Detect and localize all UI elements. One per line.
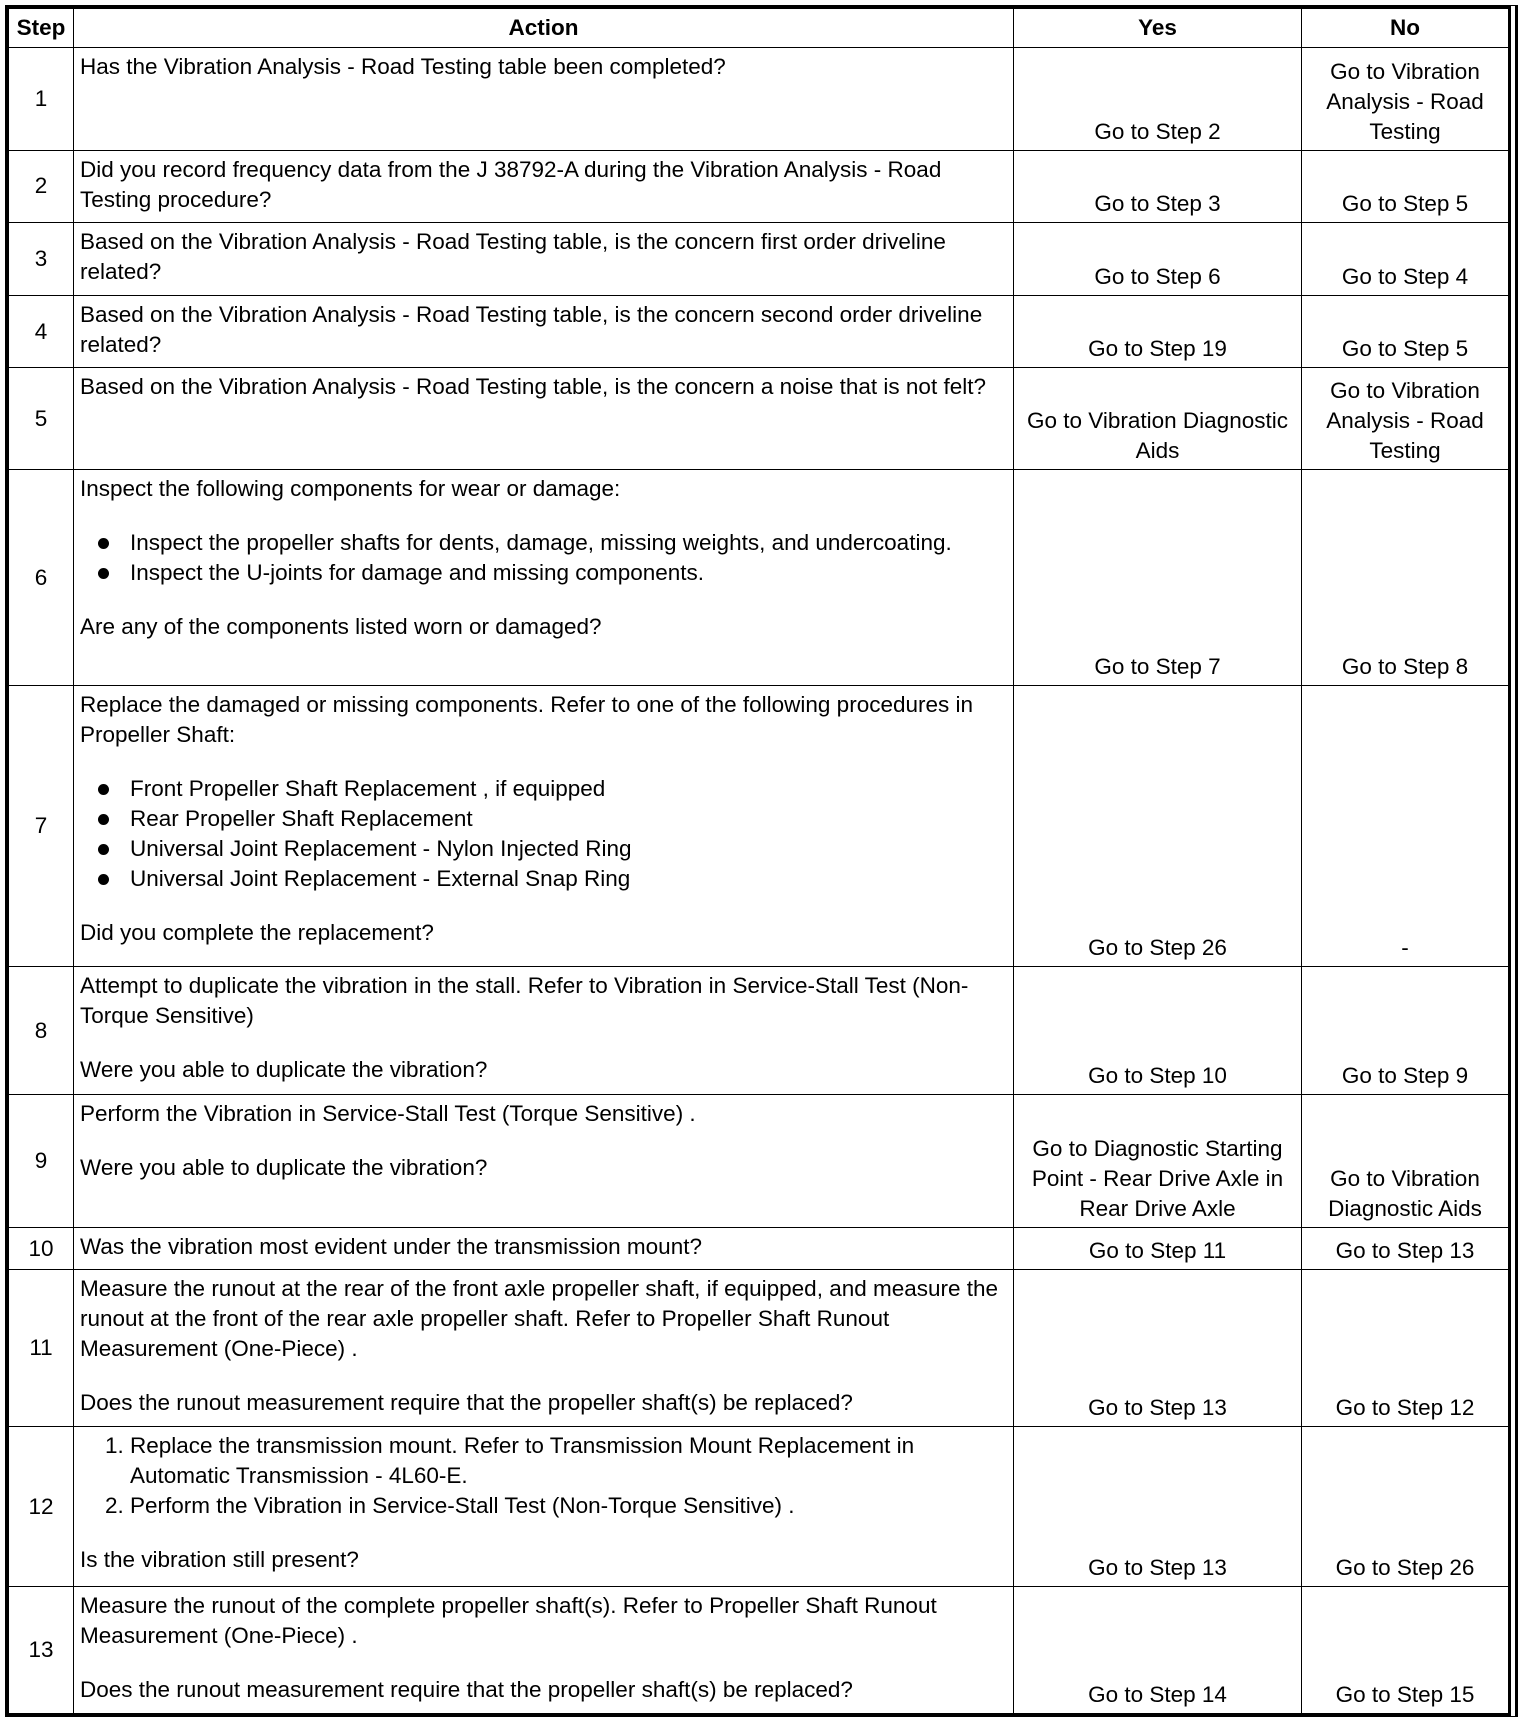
step-number: 5 (9, 368, 74, 470)
yes-result: Go to Step 3 (1014, 150, 1302, 223)
step-number: 11 (9, 1270, 74, 1427)
no-result: Go to Step 9 (1302, 967, 1509, 1095)
action-text: Based on the Vibration Analysis - Road Testing table, is the concern a noise that is not felt? (80, 374, 986, 399)
header-action: Action (74, 9, 1014, 48)
table-row (9, 48, 1509, 151)
no-result: Go to Step 15 (1302, 1587, 1509, 1714)
list-item: Universal Joint Replacement - Nylon Injected Ring (130, 834, 1007, 864)
step-number: 7 (9, 686, 74, 967)
step-number: 8 (9, 967, 74, 1095)
no-result: - (1302, 686, 1509, 967)
action-cell (74, 1587, 1014, 1714)
no-result: Go to Step 12 (1302, 1270, 1509, 1427)
action-text: Does the runout measurement require that the propeller shaft(s) be replaced? (80, 1390, 853, 1415)
yes-result: Go to Diagnostic Starting Point - Rear Drive Axle in Rear Drive Axle (1014, 1095, 1302, 1228)
table-body (9, 48, 1509, 1714)
step-number: 12 (9, 1427, 74, 1587)
table-row (9, 223, 1509, 296)
table-row (9, 470, 1509, 686)
no-result: Go to Step 8 (1302, 470, 1509, 686)
action-text: Replace the damaged or missing components. Refer to one of the following procedures in Propeller Shaft: (80, 692, 974, 747)
action-text: Based on the Vibration Analysis - Road Testing table, is the concern first order driveline related? (80, 229, 946, 284)
bullet-list (80, 774, 1007, 894)
list-item: Universal Joint Replacement - External Snap Ring (130, 864, 1007, 894)
yes-result: Go to Step 14 (1014, 1587, 1302, 1714)
action-cell (74, 1270, 1014, 1427)
action-cell (74, 470, 1014, 686)
action-text: Are any of the components listed worn or damaged? (80, 614, 602, 639)
yes-result: Go to Step 7 (1014, 470, 1302, 686)
no-result: Go to Step 13 (1302, 1228, 1509, 1270)
yes-result: Go to Step 13 (1014, 1270, 1302, 1427)
header-row (9, 9, 1509, 48)
step-number: 6 (9, 470, 74, 686)
list-item: 2. Perform the Vibration in Service-Stall Test (Non-Torque Sensitive) . (130, 1491, 1007, 1521)
action-text: Did you record frequency data from the J 38792-A during the Vibration Analysis - Road Testing procedure? (80, 156, 942, 212)
action-text: Were you able to duplicate the vibration? (80, 1155, 488, 1180)
header-step: Step (9, 9, 74, 48)
action-cell (74, 1228, 1014, 1270)
action-text: Was the vibration most evident under the transmission mount? (80, 1234, 702, 1259)
no-result: Go to Vibration Analysis - Road Testing (1302, 48, 1509, 151)
step-number: 3 (9, 223, 74, 296)
yes-result: Go to Step 6 (1014, 223, 1302, 296)
action-cell (74, 686, 1014, 967)
yes-result: Go to Step 11 (1014, 1228, 1302, 1270)
table-row (9, 296, 1509, 368)
table-row (9, 1228, 1509, 1270)
list-item: 1. Replace the transmission mount. Refer to Transmission Mount Replacement in Automatic Transmission - 4L60-E. (130, 1431, 1007, 1491)
list-item: Inspect the U-joints for damage and missing components. (130, 558, 1007, 588)
table-row (9, 1095, 1509, 1228)
table-row (9, 967, 1509, 1095)
action-text: Inspect the following components for wear or damage: (80, 476, 621, 501)
yes-result: Go to Step 13 (1014, 1427, 1302, 1587)
step-number: 13 (9, 1587, 74, 1714)
action-text: Does the runout measurement require that the propeller shaft(s) be replaced? (80, 1677, 853, 1702)
action-cell (74, 1427, 1014, 1587)
action-text: Has the Vibration Analysis - Road Testing table been completed? (80, 54, 726, 79)
action-cell (74, 48, 1014, 151)
action-text: Based on the Vibration Analysis - Road Testing table, is the concern second order driveline related? (80, 302, 983, 357)
action-text: Measure the runout of the complete propeller shaft(s). Refer to Propeller Shaft Runout Measurement (One-Piece) . (80, 1593, 937, 1648)
table-row (9, 150, 1509, 223)
no-result: Go to Step 5 (1302, 150, 1509, 223)
bullet-list (80, 528, 1007, 588)
step-number: 1 (9, 48, 74, 151)
action-text: Measure the runout at the rear of the front axle propeller shaft, if equipped, and measure the runout at the front of the rear axle propeller shaft. Refer to Propeller Shaft Runout Measurement (One-Piece) . (80, 1276, 999, 1361)
no-result: Go to Step 26 (1302, 1427, 1509, 1587)
no-result: Go to Vibration Analysis - Road Testing (1302, 368, 1509, 470)
action-cell (74, 223, 1014, 296)
table-row (9, 686, 1509, 967)
action-text: Attempt to duplicate the vibration in the stall. Refer to Vibration in Service-Stall Test (Non-Torque Sensitive) (80, 973, 969, 1028)
yes-result: Go to Step 19 (1014, 296, 1302, 368)
list-item: Front Propeller Shaft Replacement , if equipped (130, 774, 1007, 804)
action-cell (74, 967, 1014, 1095)
action-text: Is the vibration still present? (80, 1547, 359, 1572)
action-cell (74, 368, 1014, 470)
list-item: Rear Propeller Shaft Replacement (130, 804, 1007, 834)
numbered-list (80, 1431, 1007, 1521)
list-item: Inspect the propeller shafts for dents, damage, missing weights, and undercoating. (130, 528, 1007, 558)
action-text: Did you complete the replacement? (80, 920, 434, 945)
action-cell (74, 1095, 1014, 1228)
diagnostic-table-container (5, 5, 1511, 1717)
step-number: 4 (9, 296, 74, 368)
table-row (9, 1587, 1509, 1714)
table-row (9, 368, 1509, 470)
table-row (9, 1427, 1509, 1587)
action-text: Perform the Vibration in Service-Stall Test (Torque Sensitive) . (80, 1101, 696, 1126)
yes-result: Go to Vibration Diagnostic Aids (1014, 368, 1302, 470)
step-number: 10 (9, 1228, 74, 1270)
header-yes: Yes (1014, 9, 1302, 48)
action-text: Were you able to duplicate the vibration? (80, 1057, 488, 1082)
yes-result: Go to Step 10 (1014, 967, 1302, 1095)
step-number: 9 (9, 1095, 74, 1228)
header-no: No (1302, 9, 1509, 48)
action-cell (74, 296, 1014, 368)
step-number: 2 (9, 150, 74, 223)
table-row (9, 1270, 1509, 1427)
diagnostic-table (8, 8, 1509, 1714)
yes-result: Go to Step 26 (1014, 686, 1302, 967)
no-result: Go to Step 4 (1302, 223, 1509, 296)
no-result: Go to Vibration Diagnostic Aids (1302, 1095, 1509, 1228)
no-result: Go to Step 5 (1302, 296, 1509, 368)
yes-result: Go to Step 2 (1014, 48, 1302, 151)
action-cell (74, 150, 1014, 223)
